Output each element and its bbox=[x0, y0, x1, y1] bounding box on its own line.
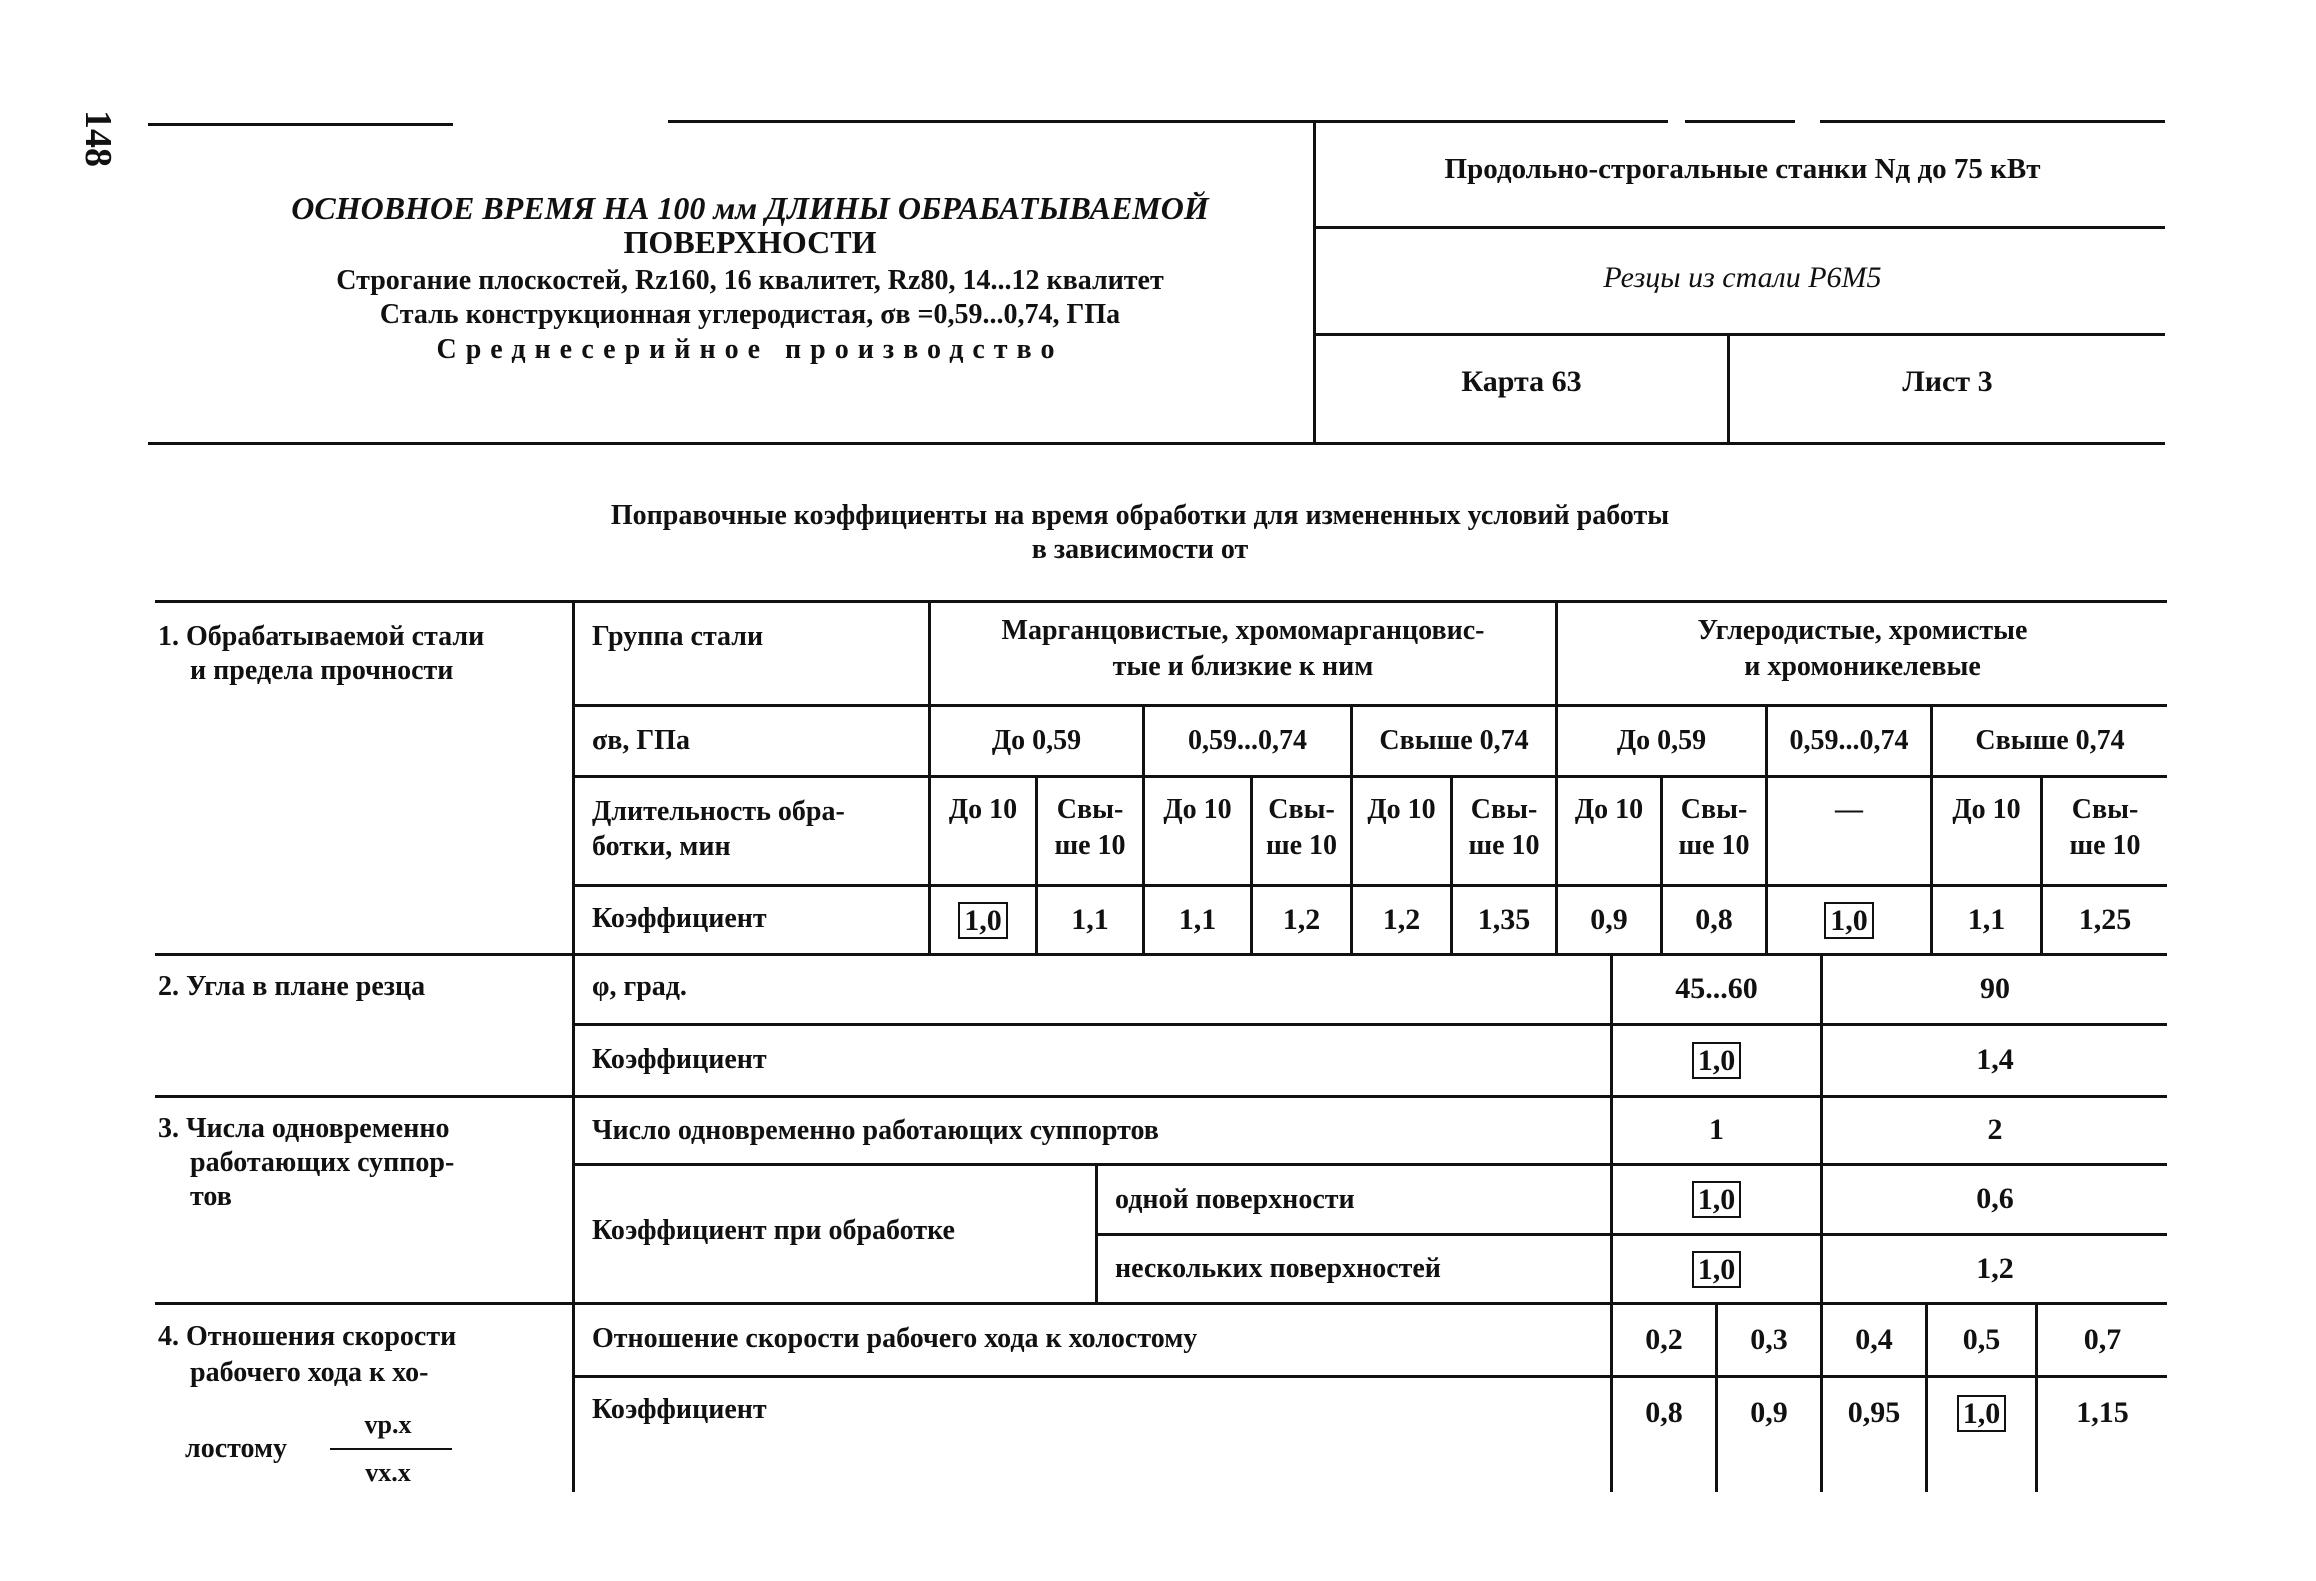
card-number: Карта 63 bbox=[1461, 364, 1582, 398]
block3-label-line2: работающих суппор- bbox=[190, 1147, 455, 1178]
block4-coef: 0,9 bbox=[1750, 1395, 1788, 1429]
fraction-bar bbox=[330, 1448, 452, 1450]
coef-value: 0,8 bbox=[1695, 902, 1733, 936]
header-rule-mid2 bbox=[1685, 120, 1795, 123]
section-title-line2: в зависимости от bbox=[1031, 533, 1249, 565]
doc-title-line1: ОСНОВНОЕ ВРЕМЯ НА 100 мм ДЛИНЫ ОБРАБАТЫВАЕМОЙ bbox=[291, 189, 1209, 226]
coef-value-boxed: 1,0 bbox=[1957, 1395, 2007, 1432]
header-rule-r1 bbox=[1313, 226, 2165, 229]
block4-coef-label: Коэффициент bbox=[592, 1394, 767, 1425]
duration-over-l1: Свы- bbox=[1056, 793, 1124, 825]
strength-b2: 0,59...0,74 bbox=[1789, 724, 1909, 756]
duration-label-line1: Длительность обра- bbox=[592, 796, 845, 827]
duration-upto: До 10 bbox=[1163, 793, 1232, 825]
block4-coef-cell bbox=[1928, 1378, 2035, 1448]
coef-value: 1,1 bbox=[1967, 902, 2006, 936]
duration-over-l2: ше 10 bbox=[2069, 829, 2141, 861]
coef-value: 0,9 bbox=[1590, 902, 1628, 936]
block2-coef-cell bbox=[1613, 1026, 1820, 1095]
block4-label-line2: рабочего хода к хо- bbox=[190, 1357, 429, 1388]
header-rule-right bbox=[1820, 120, 2165, 123]
block3-label-line1: 3. Числа одновременно bbox=[158, 1113, 450, 1144]
section-title-line1: Поправочные коэффициенты на время обработки для измененных условий работы bbox=[610, 499, 1670, 531]
header-rule-left bbox=[148, 123, 453, 126]
coef-value: 1,1 bbox=[1178, 902, 1217, 936]
phi-value-2: 90 bbox=[1980, 972, 2010, 1006]
coef-value: 1,35 bbox=[1477, 902, 1531, 936]
group-b-line1: Углеродистые, хромистые bbox=[1697, 614, 2028, 646]
group-a-line2: тые и близкие к ним bbox=[1112, 650, 1374, 682]
doc-production: Среднесерийное производство bbox=[436, 333, 1064, 365]
block4-coef: 1,15 bbox=[2076, 1395, 2129, 1429]
strength-a1: До 0,59 bbox=[991, 724, 1082, 756]
doc-title-line2: ПОВЕРХНОСТИ bbox=[623, 223, 877, 260]
duration-upto: До 10 bbox=[1574, 793, 1644, 825]
support-count-label: Число одновременно работающих суппортов bbox=[592, 1115, 1159, 1146]
header-bottom-rule bbox=[148, 442, 2165, 445]
multi-surface-label: нескольких поверхностей bbox=[1115, 1253, 1441, 1284]
page-number: 148 bbox=[77, 110, 119, 167]
one-surface-label: одной поверхности bbox=[1115, 1184, 1355, 1215]
fraction-numerator: vр.х bbox=[364, 1410, 412, 1440]
coef-cell bbox=[931, 887, 1035, 953]
block1-label-line1: 1. Обрабатываемой стали bbox=[158, 621, 485, 652]
one-surface-coef: 0,6 bbox=[1976, 1182, 2014, 1216]
duration-over-l2: ше 10 bbox=[1678, 829, 1750, 861]
block4-coef: 0,8 bbox=[1645, 1395, 1683, 1429]
coef-cell bbox=[1768, 887, 1930, 953]
duration-upto: До 10 bbox=[948, 793, 1018, 825]
speed-ratio-label: Отношение скорости рабочего хода к холостому bbox=[592, 1323, 1198, 1354]
block4-coef: 0,95 bbox=[1847, 1395, 1901, 1429]
duration-over-l1: Свы- bbox=[1268, 793, 1335, 825]
fraction-denominator: vх.х bbox=[365, 1458, 411, 1488]
coef-value: 1,2 bbox=[1282, 902, 1321, 936]
tool-material: Резцы из стали Р6М5 bbox=[1603, 260, 1882, 294]
support-count-1: 1 bbox=[1709, 1113, 1724, 1147]
coef-value-boxed: 1,0 bbox=[1692, 1042, 1742, 1079]
coef-label: Коэффициент bbox=[592, 903, 767, 934]
duration-upto: До 10 bbox=[1367, 793, 1436, 825]
phi-label: φ, град. bbox=[592, 971, 687, 1002]
group-b-line2: и хромоникелевые bbox=[1744, 650, 1981, 682]
duration-over-l1: Свы- bbox=[2071, 793, 2139, 825]
block2-label: 2. Угла в плане резца bbox=[158, 971, 426, 1002]
duration-over-l2: ше 10 bbox=[1265, 829, 1338, 861]
coef-value-boxed: 1,0 bbox=[1692, 1181, 1742, 1218]
block3-label-line3: тов bbox=[190, 1181, 232, 1212]
block4-label-line1: 4. Отношения скорости bbox=[158, 1321, 457, 1352]
steel-group-label: Группа стали bbox=[592, 621, 764, 652]
group-a-line1: Марганцовистые, хромомарганцовис- bbox=[1001, 614, 1485, 646]
block2-coef-label: Коэффициент bbox=[592, 1044, 767, 1075]
multi-surface-coef-cell bbox=[1613, 1236, 1820, 1302]
doc-subtitle-line1: Строгание плоскостей, Rz160, 16 квалитет, Rz80, 14...12 квалитет bbox=[336, 264, 1164, 296]
coef-value-boxed: 1,0 bbox=[1692, 1251, 1742, 1288]
duration-over-l1: Свы- bbox=[1680, 793, 1748, 825]
ratio-value: 0,7 bbox=[2083, 1322, 2122, 1356]
header-rule-mid bbox=[668, 120, 1668, 123]
strength-a2: 0,59...0,74 bbox=[1188, 724, 1307, 756]
duration-upto: До 10 bbox=[1952, 793, 2021, 825]
coef-value: 1,2 bbox=[1382, 902, 1421, 936]
coef-value: 1,25 bbox=[2078, 902, 2132, 936]
strength-label: σв, ГПа bbox=[592, 725, 690, 756]
duration-label-line2: ботки, мин bbox=[592, 831, 731, 862]
support-count-2: 2 bbox=[1987, 1113, 2003, 1147]
ratio-value: 0,4 bbox=[1855, 1322, 1893, 1356]
header-rule-r2 bbox=[1313, 333, 2165, 336]
multi-surface-coef: 1,2 bbox=[1976, 1251, 2014, 1285]
one-surface-coef-cell bbox=[1613, 1166, 1820, 1233]
strength-b3: Свыше 0,74 bbox=[1975, 724, 2125, 756]
block3-coef-label: Коэффициент при обработке bbox=[592, 1215, 955, 1246]
duration-over-l2: ше 10 bbox=[1468, 829, 1540, 861]
sheet-number: Лист 3 bbox=[1902, 364, 1993, 398]
block2-coef-value: 1,4 bbox=[1976, 1043, 2014, 1077]
phi-value-1: 45...60 bbox=[1675, 972, 1758, 1006]
ratio-value: 0,3 bbox=[1750, 1322, 1788, 1356]
block4-label-line3: лостому bbox=[185, 1433, 288, 1464]
doc-subtitle-line2: Сталь конструкционная углеродистая, σв =0,59...0,74, ГПа bbox=[379, 298, 1121, 330]
block1-label-line2: и предела прочности bbox=[190, 655, 454, 686]
coef-value-boxed: 1,0 bbox=[958, 902, 1008, 939]
strength-b1: До 0,59 bbox=[1616, 724, 1707, 756]
duration-over-l2: ше 10 bbox=[1054, 829, 1126, 861]
strength-a3: Свыше 0,74 bbox=[1379, 724, 1529, 756]
coef-value-boxed: 1,0 bbox=[1824, 902, 1874, 939]
duration-dash: — bbox=[1835, 793, 1863, 825]
ratio-value: 0,2 bbox=[1645, 1322, 1683, 1356]
ratio-value: 0,5 bbox=[1962, 1322, 2001, 1356]
duration-over-l1: Свы- bbox=[1470, 793, 1538, 825]
machine-type: Продольно-строгальные станки Nд до 75 кВт bbox=[1444, 153, 2041, 186]
coef-value: 1,1 bbox=[1071, 902, 1109, 936]
